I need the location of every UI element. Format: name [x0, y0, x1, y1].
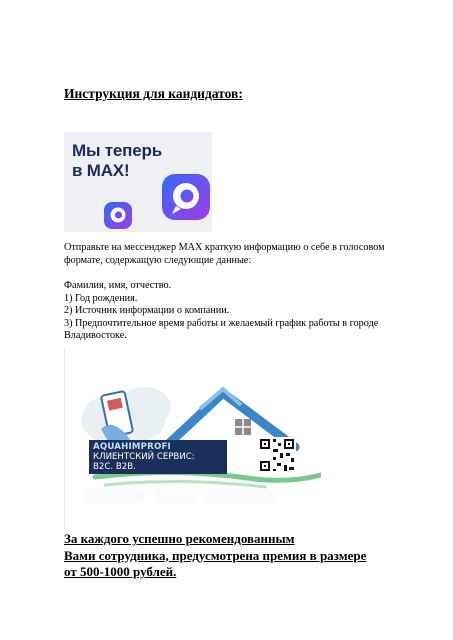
max-banner-image	[64, 132, 212, 232]
bonus-line: от 500-1000 рублей.	[64, 564, 177, 579]
max-logo-small-icon	[104, 202, 132, 229]
list-item: Фамилия, имя, отчество.	[64, 280, 172, 291]
max-logo-big-icon	[162, 174, 210, 220]
wave-decoration	[95, 472, 321, 487]
page-heading: Инструкция для кандидатов:	[64, 86, 243, 101]
aquahim-banner-image	[64, 349, 321, 529]
max-banner-line2: в MAX!	[72, 161, 130, 180]
reflection-decoration	[85, 489, 275, 503]
max-banner-line1: Мы теперь	[72, 141, 162, 160]
aquahim-segments: B2C. B2B.	[93, 462, 136, 472]
aquahim-label	[89, 440, 227, 474]
aquahim-service: КЛИЕНТСКИЙ СЕРВИС:	[93, 452, 195, 462]
requirements-list	[64, 280, 394, 343]
bonus-line: За каждого успешно рекомендованным	[64, 531, 295, 546]
aquahim-brand: AQUAHIMPROFI	[93, 442, 171, 452]
intro-paragraph: Отправьте на мессенджер MAX краткую информацию о себе в голосовом формате, содержащую следующие данные:	[64, 242, 385, 266]
bonus-line: Вами сотрудника, предусмотрена премия в размере	[64, 547, 367, 563]
list-item: 3) Предпочтительное время работы и желаемый график работы в городе Владивостоке.	[64, 317, 379, 342]
list-item: 2) Источник информации о компании.	[64, 305, 230, 317]
max-banner-text	[72, 141, 162, 181]
aquahim-graphic	[65, 349, 321, 529]
qr-code-icon	[258, 437, 296, 473]
bonus-notice	[64, 531, 424, 581]
list-item: 1) Год рождения.	[64, 292, 138, 304]
